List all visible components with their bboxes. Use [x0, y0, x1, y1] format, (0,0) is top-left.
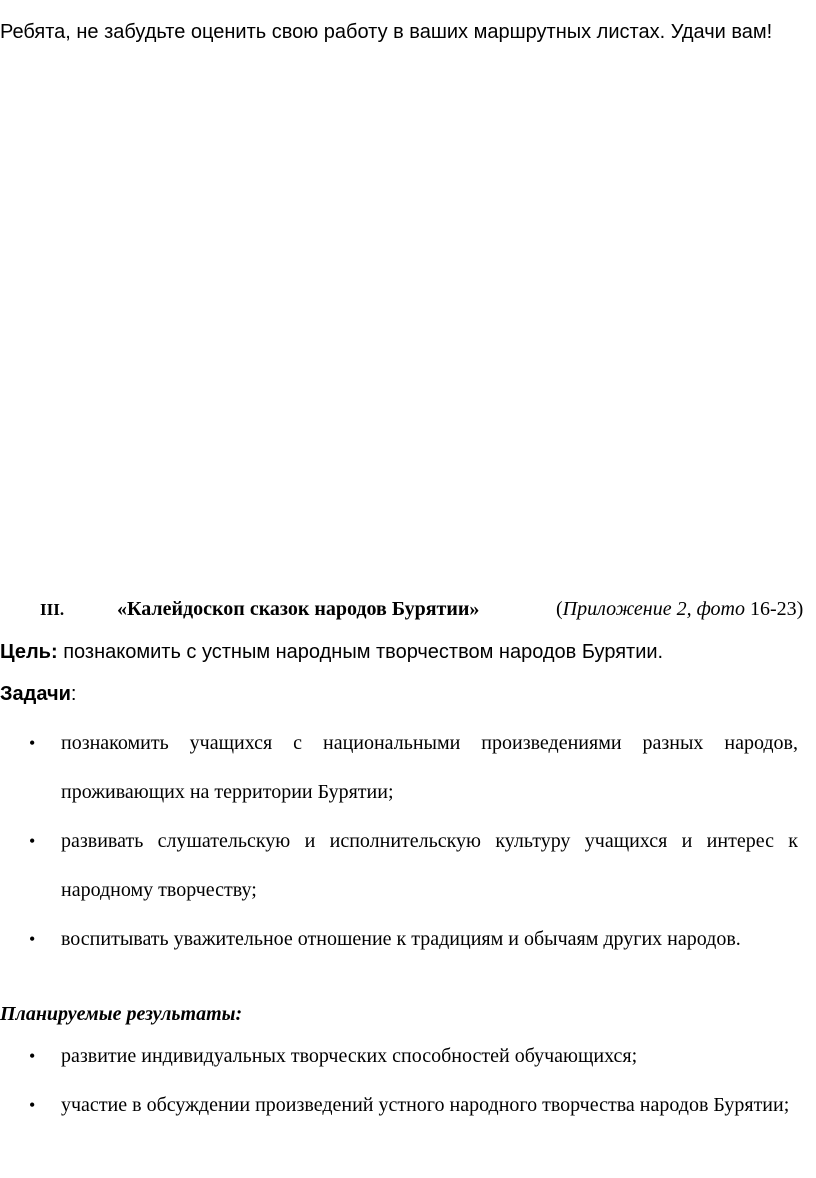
tasks-list: [0, 719, 798, 964]
bullet-icon: •: [29, 929, 36, 949]
result-item-text: развитие индивидуальных творческих способностей обучающихся;: [61, 1045, 638, 1067]
task-item-text: воспитывать уважительное отношение к традициям и обычаям других народов.: [61, 928, 741, 950]
bullet-icon: •: [29, 1095, 36, 1115]
reference-pages: 16-23): [744, 598, 804, 620]
result-item-text: участие в обсуждении произведений устного народного творчества народов Бурятии;: [61, 1094, 790, 1116]
tasks-heading: [0, 670, 76, 719]
results-heading: Планируемые результаты:: [0, 1003, 243, 1025]
bullet-icon: •: [29, 1046, 36, 1066]
reference-open-paren: (: [556, 598, 563, 620]
task-item-text: развивать слушательскую и исполнительскую культуру учащихся и интерес к народному творчеству;: [61, 830, 798, 901]
list-item: [0, 1081, 798, 1130]
section-heading: [0, 585, 816, 634]
section-number: III.: [40, 600, 65, 619]
tasks-colon: :: [70, 683, 77, 705]
bullet-icon: •: [29, 831, 36, 851]
goal-line: [0, 628, 663, 677]
task-item-text: познакомить учащихся с национальными произведениями разных народов, проживающих на территории Бурятии;: [61, 732, 798, 803]
bullet-icon: •: [29, 733, 36, 753]
section-reference: [556, 585, 803, 634]
list-item: [0, 1032, 798, 1081]
reference-italic: Приложение 2, фото: [562, 598, 745, 620]
list-item: [0, 915, 798, 964]
results-list: [0, 1032, 798, 1130]
list-item: [0, 719, 798, 817]
tasks-label: Задачи: [0, 683, 71, 705]
goal-text: познакомить с устным народным творчеством народов Бурятии.: [57, 641, 664, 663]
section-title: «Калейдоскоп сказок народов Бурятии»: [117, 598, 480, 620]
intro-paragraph: Ребята, не забудьте оценить свою работу в ваших маршрутных листах. Удачи вам!: [0, 21, 773, 43]
goal-label: Цель:: [0, 641, 58, 663]
list-item: [0, 817, 798, 915]
